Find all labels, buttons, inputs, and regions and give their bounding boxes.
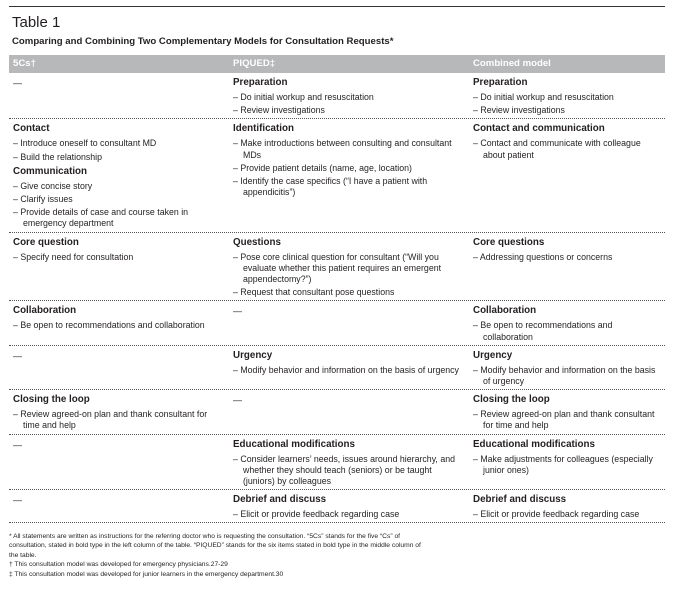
section-title: Educational modifications <box>473 438 595 450</box>
table-cell <box>469 119 665 231</box>
list-item: – Identify the case specifics (“I have a patient with appendicitis”) <box>233 176 428 198</box>
list-item: – Modify behavior and information on the basis of urgency <box>473 364 656 387</box>
list-item: – Do initial workup and resuscitation <box>233 92 374 102</box>
header-5cs: 5Cs† <box>13 58 36 69</box>
table-cell <box>229 390 469 433</box>
list-item: – Consider learners’ needs, issues around hierarchy, and whether they should teach (seniors) or be taught (juniors) by colleagues <box>233 453 456 487</box>
section-title: Identification <box>233 123 294 135</box>
table-row <box>9 119 665 232</box>
table-cell <box>469 233 665 301</box>
table-cell <box>469 346 665 389</box>
table-label: Table 1 <box>12 14 61 31</box>
header-piqued: PIQUED‡ <box>233 58 276 69</box>
section-title: Contact and communication <box>473 123 605 135</box>
section-title: Core question <box>13 236 79 248</box>
table-row <box>9 390 665 434</box>
section-title: Debrief and discuss <box>233 494 327 506</box>
list-item: – Provide details of case and course taken in emergency department <box>13 207 189 229</box>
list-item: – Review investigations <box>233 105 325 116</box>
list-item: – Clarify issues <box>13 194 73 205</box>
list-item: – Contact and communicate with colleague about patient <box>473 138 641 160</box>
footnote-dagger: † This consultation model was developed for emergency physicians.27-29 <box>9 561 228 569</box>
comparison-table <box>9 55 665 523</box>
list-item: – Specify need for consultation <box>13 251 134 262</box>
section-title: Educational modifications <box>233 438 355 450</box>
section-title: Core questions <box>473 236 545 248</box>
table-cell <box>9 73 229 118</box>
table-cell <box>229 119 469 231</box>
list-item: – Addressing questions or concerns <box>473 251 613 262</box>
section-title: Urgency <box>233 349 273 361</box>
list-item: – Give concise story <box>13 180 93 191</box>
table-cell <box>469 490 665 522</box>
table-cell <box>229 490 469 522</box>
table-cell <box>229 233 469 301</box>
empty-dash: — <box>13 495 22 506</box>
list-item: – Review investigations <box>473 105 565 116</box>
list-item: – Make introductions between consulting and consultant MDs <box>233 138 452 160</box>
empty-dash: — <box>13 350 22 361</box>
section-title: Collaboration <box>473 305 537 317</box>
section-title: Preparation <box>473 77 528 88</box>
table-cell <box>229 301 469 344</box>
header-combined-model: Combined model <box>473 58 551 69</box>
table-cell <box>469 73 665 118</box>
list-item: – Introduce oneself to consultant MD <box>13 138 157 149</box>
footnotes <box>9 532 429 579</box>
section-title: Communication <box>13 165 88 177</box>
empty-dash: — <box>233 306 242 317</box>
table-row <box>9 435 665 491</box>
table-header-row <box>9 55 665 73</box>
empty-dash: — <box>13 78 22 88</box>
table-title: Comparing and Combining Two Complementary Models for Consultation Requests* <box>12 36 394 47</box>
table-cell <box>9 233 229 301</box>
table-row <box>9 301 665 345</box>
table-cell <box>229 73 469 118</box>
footnote-asterisk: * All statements are written as instructions for the referring doctor who is requesting the consultation. “5Cs” stands for the five “Cs” of consultation, stated in bold type in the left column of the table. “PIQUED” stands for the six items stated in bold type in the middle column of the table. <box>9 533 421 559</box>
empty-dash: — <box>233 395 242 406</box>
table-row <box>9 233 665 302</box>
table-cell <box>9 301 229 344</box>
list-item: – Request that consultant pose questions <box>233 287 395 298</box>
list-item: – Be open to recommendations and collaboration <box>473 320 613 342</box>
section-title: Collaboration <box>13 305 77 317</box>
top-rule <box>9 6 665 7</box>
section-title: Debrief and discuss <box>473 494 567 506</box>
section-title: Contact <box>13 123 50 135</box>
list-item: – Modify behavior and information on the basis of urgency <box>233 364 459 375</box>
table-cell <box>9 390 229 433</box>
section-title: Closing the loop <box>13 394 90 406</box>
section-title: Closing the loop <box>473 394 550 406</box>
table-row <box>9 346 665 390</box>
list-item: – Do initial workup and resuscitation <box>473 92 614 102</box>
table-cell <box>229 435 469 490</box>
list-item: – Pose core clinical question for consultant (“Will you evaluate whether this patient requires an emergent appendectomy?”) <box>233 251 442 285</box>
table-cell <box>469 390 665 433</box>
list-item: – Elicit or provide feedback regarding case <box>473 509 640 520</box>
list-item: – Make adjustments for colleagues (especially junior ones) <box>473 453 653 475</box>
footnote-double-dagger: ‡ This consultation model was developed for junior learners in the emergency department.30 <box>9 570 284 578</box>
table-cell <box>9 490 229 522</box>
section-title: Urgency <box>473 349 513 361</box>
section-title: Preparation <box>233 77 288 88</box>
table-cell <box>469 301 665 344</box>
list-item: – Be open to recommendations and collaboration <box>13 320 205 331</box>
table-cell <box>9 119 229 231</box>
list-item: – Build the relationship <box>13 151 103 162</box>
table-cell <box>229 346 469 389</box>
section-title: Questions <box>233 236 281 248</box>
list-item: – Review agreed-on plan and thank consultant for time and help <box>13 409 208 431</box>
table-cell <box>9 435 229 490</box>
list-item: – Review agreed-on plan and thank consultant for time and help <box>473 409 655 431</box>
table-body <box>9 73 665 523</box>
table-row <box>9 490 665 523</box>
table-cell <box>469 435 665 490</box>
list-item: – Provide patient details (name, age, location) <box>233 162 412 173</box>
table-cell <box>9 346 229 389</box>
list-item: – Elicit or provide feedback regarding case <box>233 509 400 520</box>
empty-dash: — <box>13 439 22 450</box>
table-row <box>9 73 665 119</box>
